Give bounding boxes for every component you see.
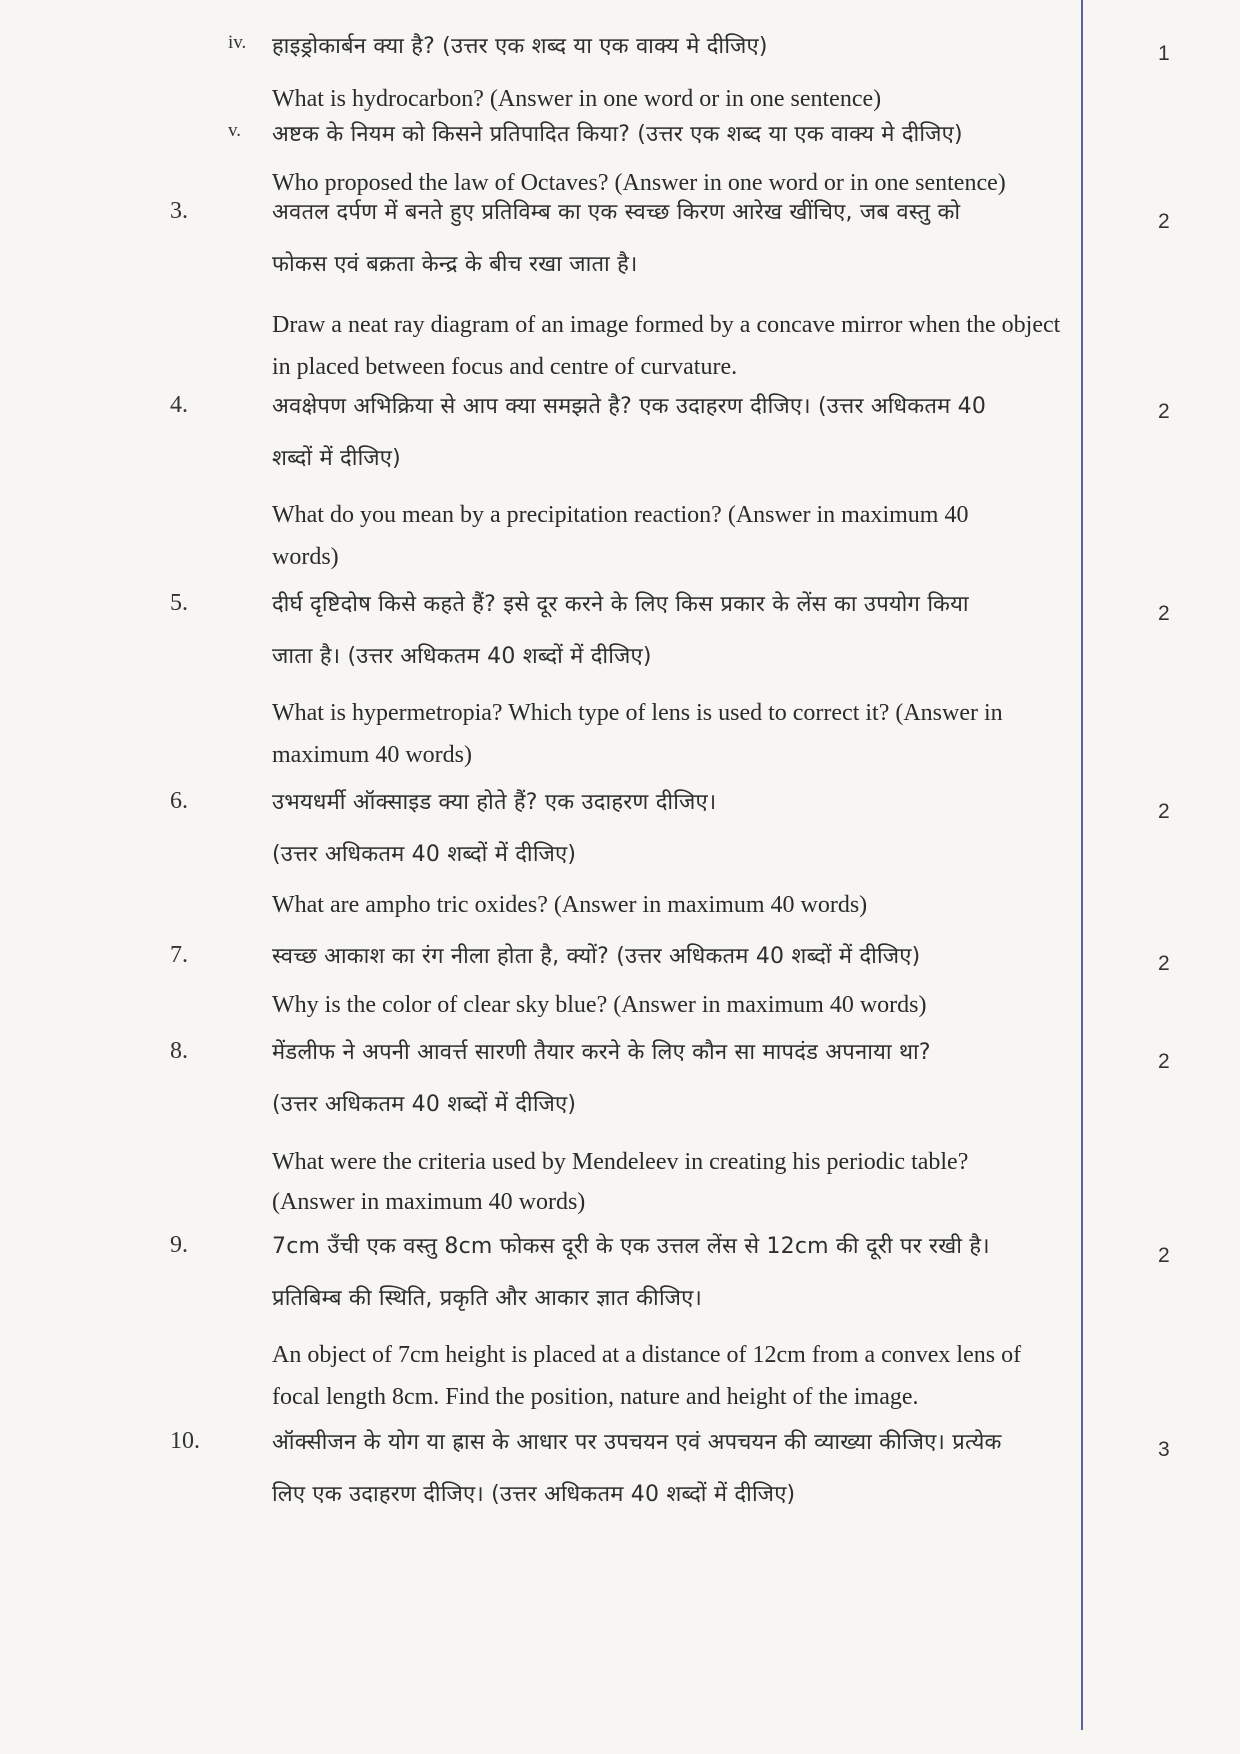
question-text-english xyxy=(272,86,1092,113)
hindi-line: दीर्घ दृष्टिदोष किसे कहते हैं? इसे दूर करने के लिए किस प्रकार के लेंस का उपयोग किया xyxy=(272,592,969,617)
question-number: 6. xyxy=(170,788,188,814)
marks: 1 xyxy=(1158,42,1170,65)
marks: 2 xyxy=(1158,800,1170,823)
hindi-line: प्रतिबिम्ब की स्थिति, प्रकृति और आकार ज्ञात कीजिए। xyxy=(272,1286,703,1311)
hindi-line: शब्दों में दीजिए) xyxy=(272,446,401,471)
question-number: 3. xyxy=(170,198,188,224)
marks: 3 xyxy=(1158,1438,1170,1461)
english-line: Why is the color of clear sky blue? (Answer in maximum 40 words) xyxy=(272,992,927,1018)
question-text-english xyxy=(272,1142,1092,1222)
marks: 2 xyxy=(1158,1050,1170,1073)
question-number: v. xyxy=(228,120,242,141)
english-line: An object of 7cm height is placed at a distance of 12cm from a convex lens of xyxy=(272,1342,1022,1368)
english-line: What were the criteria used by Mendeleev in creating his periodic table? xyxy=(272,1149,969,1175)
question-number: 8. xyxy=(170,1038,188,1064)
english-line: words) xyxy=(272,544,339,570)
english-line: focal length 8cm. Find the position, nature and height of the image. xyxy=(272,1384,919,1410)
english-line: What do you mean by a precipitation reaction? (Answer in maximum 40 xyxy=(272,502,969,528)
question-text-english xyxy=(272,494,1092,578)
english-line: Who proposed the law of Octaves? (Answer in one word or in one sentence) xyxy=(272,170,1006,196)
hindi-line: स्वच्छ आकाश का रंग नीला होता है, क्यों? (उत्तर अधिकतम 40 शब्दों में दीजिए) xyxy=(272,944,921,969)
question-text-english xyxy=(272,992,1092,1019)
question-text-english xyxy=(272,304,1092,388)
question-text-hindi xyxy=(272,1036,1092,1118)
marks: 2 xyxy=(1158,952,1170,975)
question-text-hindi xyxy=(272,1230,1092,1312)
hindi-line: अवतल दर्पण में बनते हुए प्रतिविम्ब का एक स्वच्छ किरण आरेख खींचिए, जब वस्तु को xyxy=(272,200,961,225)
marks: 2 xyxy=(1158,400,1170,423)
hindi-line: मेंडलीफ ने अपनी आवर्त्त सारणी तैयार करने के लिए कौन सा मापदंड अपनाया था? xyxy=(272,1040,931,1065)
marks: 2 xyxy=(1158,1244,1170,1267)
hindi-line: अष्टक के नियम को किसने प्रतिपादित किया? (उत्तर एक शब्द या एक वाक्य मे दीजिए) xyxy=(272,122,963,147)
question-number: 5. xyxy=(170,590,188,616)
english-line: What are ampho tric oxides? (Answer in maximum 40 words) xyxy=(272,892,868,918)
question-number: iv. xyxy=(228,32,247,53)
hindi-line: 7cm उँची एक वस्तु 8cm फोकस दूरी के एक उत्तल लेंस से 12cm की दूरी पर रखी है। xyxy=(272,1234,990,1259)
english-line: in placed between focus and centre of curvature. xyxy=(272,354,738,380)
question-text-hindi xyxy=(272,940,1092,970)
question-text-english xyxy=(272,1334,1092,1418)
hindi-line: फोकस एवं बक्रता केन्द्र के बीच रखा जाता है। xyxy=(272,252,638,277)
question-text-english xyxy=(272,892,1092,919)
hindi-line: उभयधर्मी ऑक्साइड क्या होते हैं? एक उदाहरण दीजिए। xyxy=(272,790,717,815)
english-line: What is hypermetropia? Which type of lens is used to correct it? (Answer in xyxy=(272,700,1003,726)
english-line: What is hydrocarbon? (Answer in one word or in one sentence) xyxy=(272,86,882,112)
english-line: maximum 40 words) xyxy=(272,742,472,768)
marks: 2 xyxy=(1158,210,1170,233)
question-number: 7. xyxy=(170,942,188,968)
question-text-hindi xyxy=(272,1426,1092,1508)
marks: 2 xyxy=(1158,602,1170,625)
question-text-hindi xyxy=(272,30,1092,60)
question-text-english xyxy=(272,692,1092,776)
english-line: (Answer in maximum 40 words) xyxy=(272,1189,586,1215)
hindi-line: हाइड्रोकार्बन क्या है? (उत्तर एक शब्द या एक वाक्य मे दीजिए) xyxy=(272,34,768,59)
question-text-hindi xyxy=(272,118,1092,148)
question-number: 4. xyxy=(170,392,188,418)
question-text-hindi xyxy=(272,786,1092,868)
hindi-line: (उत्तर अधिकतम 40 शब्दों में दीजिए) xyxy=(272,842,577,867)
english-line: Draw a neat ray diagram of an image formed by a concave mirror when the object xyxy=(272,312,1061,338)
question-text-english xyxy=(272,170,1092,197)
hindi-line: ऑक्सीजन के योग या ह्रास के आधार पर उपचयन एवं अपचयन की व्याख्या कीजिए। प्रत्येक xyxy=(272,1430,1002,1455)
hindi-line: जाता है। (उत्तर अधिकतम 40 शब्दों में दीजिए) xyxy=(272,644,652,669)
hindi-line: लिए एक उदाहरण दीजिए। (उत्तर अधिकतम 40 शब्दों में दीजिए) xyxy=(272,1482,796,1507)
hindi-line: अवक्षेपण अभिक्रिया से आप क्या समझते है? एक उदाहरण दीजिए। (उत्तर अधिकतम 40 xyxy=(272,394,987,419)
question-text-hindi xyxy=(272,390,1092,472)
question-text-hindi xyxy=(272,588,1092,670)
question-number: 10. xyxy=(170,1428,200,1454)
question-text-hindi xyxy=(272,196,1092,278)
hindi-line: (उत्तर अधिकतम 40 शब्दों में दीजिए) xyxy=(272,1092,577,1117)
question-number: 9. xyxy=(170,1232,188,1258)
